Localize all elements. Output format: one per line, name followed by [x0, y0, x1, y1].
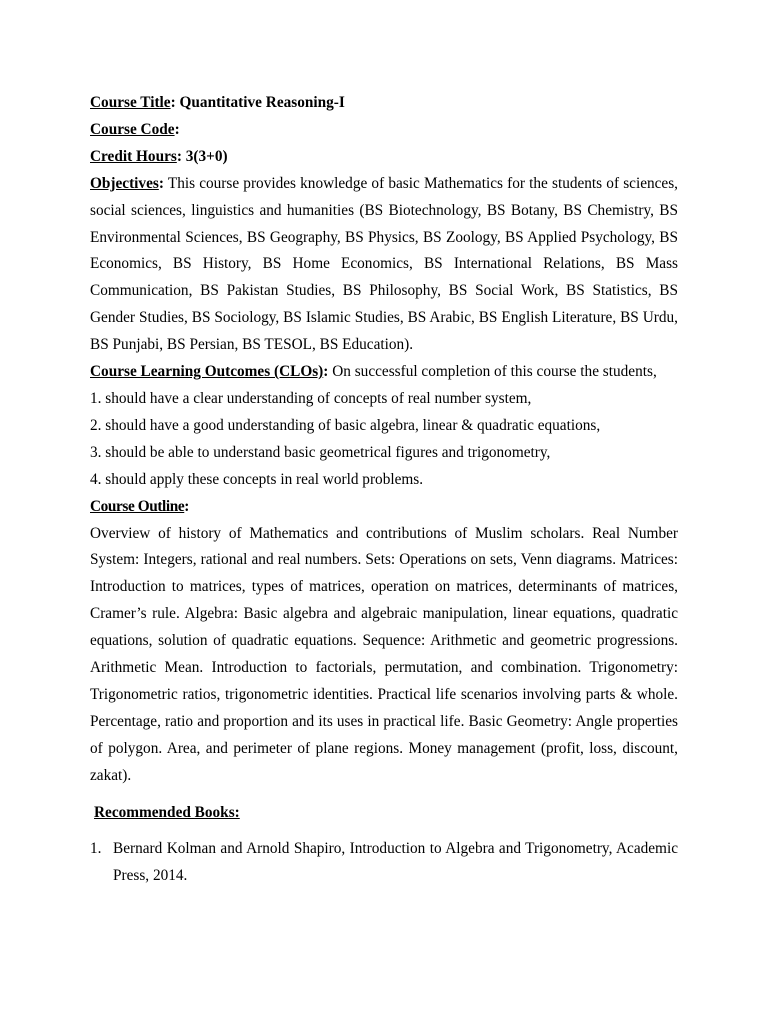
clo-item: 3. should be able to understand basic geometrical figures and trigonometry, — [90, 443, 551, 461]
credit-hours-label: Credit Hours — [90, 147, 177, 165]
clo-list — [90, 386, 678, 494]
credit-hours-value: 3(3+0) — [185, 147, 228, 165]
course-code-line: Course Code: — [90, 120, 180, 138]
outline-label: Course Outline — [90, 497, 185, 515]
book-text: Bernard Kolman and Arnold Shapiro, Introduction to Algebra and Trigonometry, Academic Press, 2014. — [113, 840, 678, 885]
objectives-label: Objectives — [90, 174, 159, 192]
clo-intro: On successful completion of this course the students, — [332, 363, 657, 381]
course-title-line: Course Title: Quantitative Reasoning-I — [90, 94, 345, 111]
outline-text: Overview of history of Mathematics and contributions of Muslim scholars. Real Number System: Integers, rational and real numbers. Sets: Operations on sets, Venn diagrams. Matrices: Introduction to matrices, types of matrices, operation on matrices, determinants of matrices, Cramer’s rule. Algebra: Basic algebra and algebraic manipulation, linear equations, quadratic equations, solution of quadratic equations. Sequence: Arithmetic and geometric progressions. Arithmetic Mean. Introduction to factorials, permutation, and combination. Trigonometry: Trigonometric ratios, trigonometric identities. Practical life scenarios involving parts & whole. Percentage, ratio and proportion and its uses in practical life. Basic Geometry: Angle properties of polygon. Area, and perimeter of plane regions. Money management (profit, loss, discount, zakat). — [90, 524, 678, 784]
clo-item: 4. should apply these concepts in real world problems. — [90, 470, 424, 488]
objectives-text: This course provides knowledge of basic Mathematics for the students of sciences, social sciences, linguistics and humanities (BS Biotechnology, BS Botany, BS Chemistry, BS Environmental Sciences, BS Geography, BS Physics, BS Zoology, BS Applied Psychology, BS Economics, BS History, BS Home Economics, BS International Relations, BS Mass Communication, BS Pakistan Studies, BS Philosophy, BS Social Work, BS Statistics, BS Gender Studies, BS Sociology, BS Islamic Studies, BS Arabic, BS English Literature, BS Urdu, BS Punjabi, BS Persian, BS TESOL, BS Education). — [90, 174, 678, 354]
credit-hours-line: Credit Hours: 3(3+0) — [90, 147, 228, 165]
book-item — [90, 836, 678, 890]
clo-label: Course Learning Outcomes (CLOs) — [90, 363, 324, 381]
clo-heading-line: Course Learning Outcomes (CLOs): On successful completion of this course the students, — [90, 363, 657, 381]
course-title-label: Course Title — [90, 94, 171, 111]
course-code-label: Course Code — [90, 120, 175, 138]
objectives-paragraph: Objectives: This course provides knowledge of basic Mathematics for the students of sciences, social sciences, linguistics and humanities (BS Biotechnology, BS Botany, BS Chemistry, BS Environmental Sciences, BS Geography, BS Physics, BS Zoology, BS Applied Psychology, BS Economics, BS History, BS Home Economics, BS International Relations, BS Mass Communication, BS Pakistan Studies, BS Philosophy, BS Social Work, BS Statistics, BS Gender Studies, BS Sociology, BS Islamic Studies, BS Arabic, BS English Literature, BS Urdu, BS Punjabi, BS Persian, BS TESOL, BS Education). — [90, 174, 678, 354]
outline-heading-line: Course Outline: — [90, 497, 190, 515]
clo-item: 1. should have a clear understanding of concepts of real number system, — [90, 389, 532, 407]
course-title-value: Quantitative Reasoning-I — [179, 94, 345, 111]
clo-item: 2. should have a good understanding of basic algebra, linear & quadratic equations, — [90, 416, 601, 434]
document-page — [90, 90, 678, 890]
book-number: 1. — [90, 840, 102, 858]
recommended-books-heading: Recommended Books: — [94, 803, 240, 821]
